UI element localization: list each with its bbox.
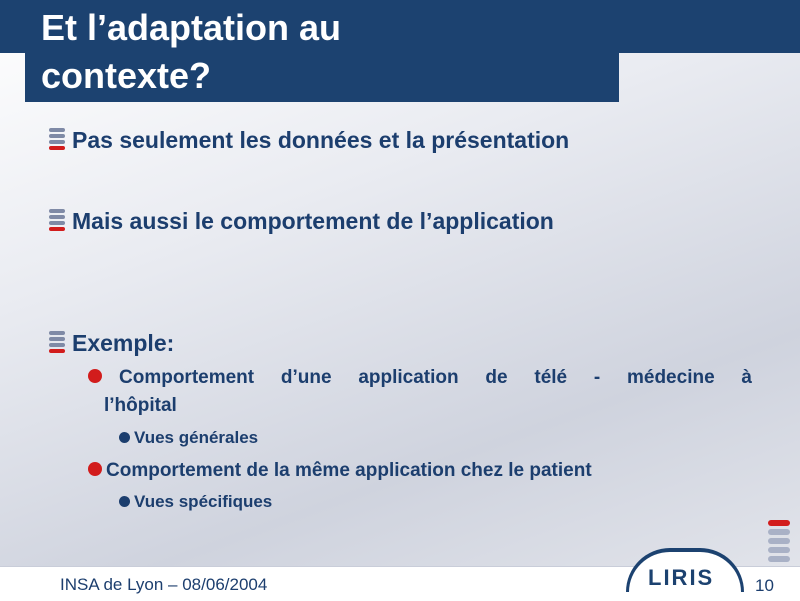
stacked-bars-bullet-icon xyxy=(49,209,65,235)
blue-dot-bullet-icon xyxy=(119,432,130,443)
bullet-1: Pas seulement les données et la présentation xyxy=(72,127,570,153)
stacked-bars-bullet-icon xyxy=(49,128,65,154)
bullet-3: Exemple: xyxy=(72,330,175,356)
example-item-2: Comportement de la même application chez le patient xyxy=(106,460,592,481)
red-dot-bullet-icon xyxy=(88,369,102,383)
blue-dot-bullet-icon xyxy=(119,496,130,507)
slide-title xyxy=(25,0,619,102)
example-item-1-sub: Vues générales xyxy=(134,428,259,447)
example-item-1-line-1: Comportement d’une application de télé - médecine à xyxy=(119,367,752,388)
stacked-bars-bullet-icon xyxy=(49,331,65,357)
decorative-stack-icon xyxy=(768,520,790,565)
page-number: 10 xyxy=(755,576,774,595)
red-dot-bullet-icon xyxy=(88,462,102,476)
title-line-1: Et l’adaptation au xyxy=(41,7,342,48)
example-item-2-sub: Vues spécifiques xyxy=(134,492,273,511)
footer-text: INSA de Lyon – 08/06/2004 xyxy=(60,575,268,594)
liris-logo: LIRIS xyxy=(648,565,715,590)
bullet-2: Mais aussi le comportement de l’application xyxy=(72,208,554,234)
example-item-1-line-2: l’hôpital xyxy=(104,395,177,416)
title-line-2: contexte? xyxy=(41,55,212,96)
